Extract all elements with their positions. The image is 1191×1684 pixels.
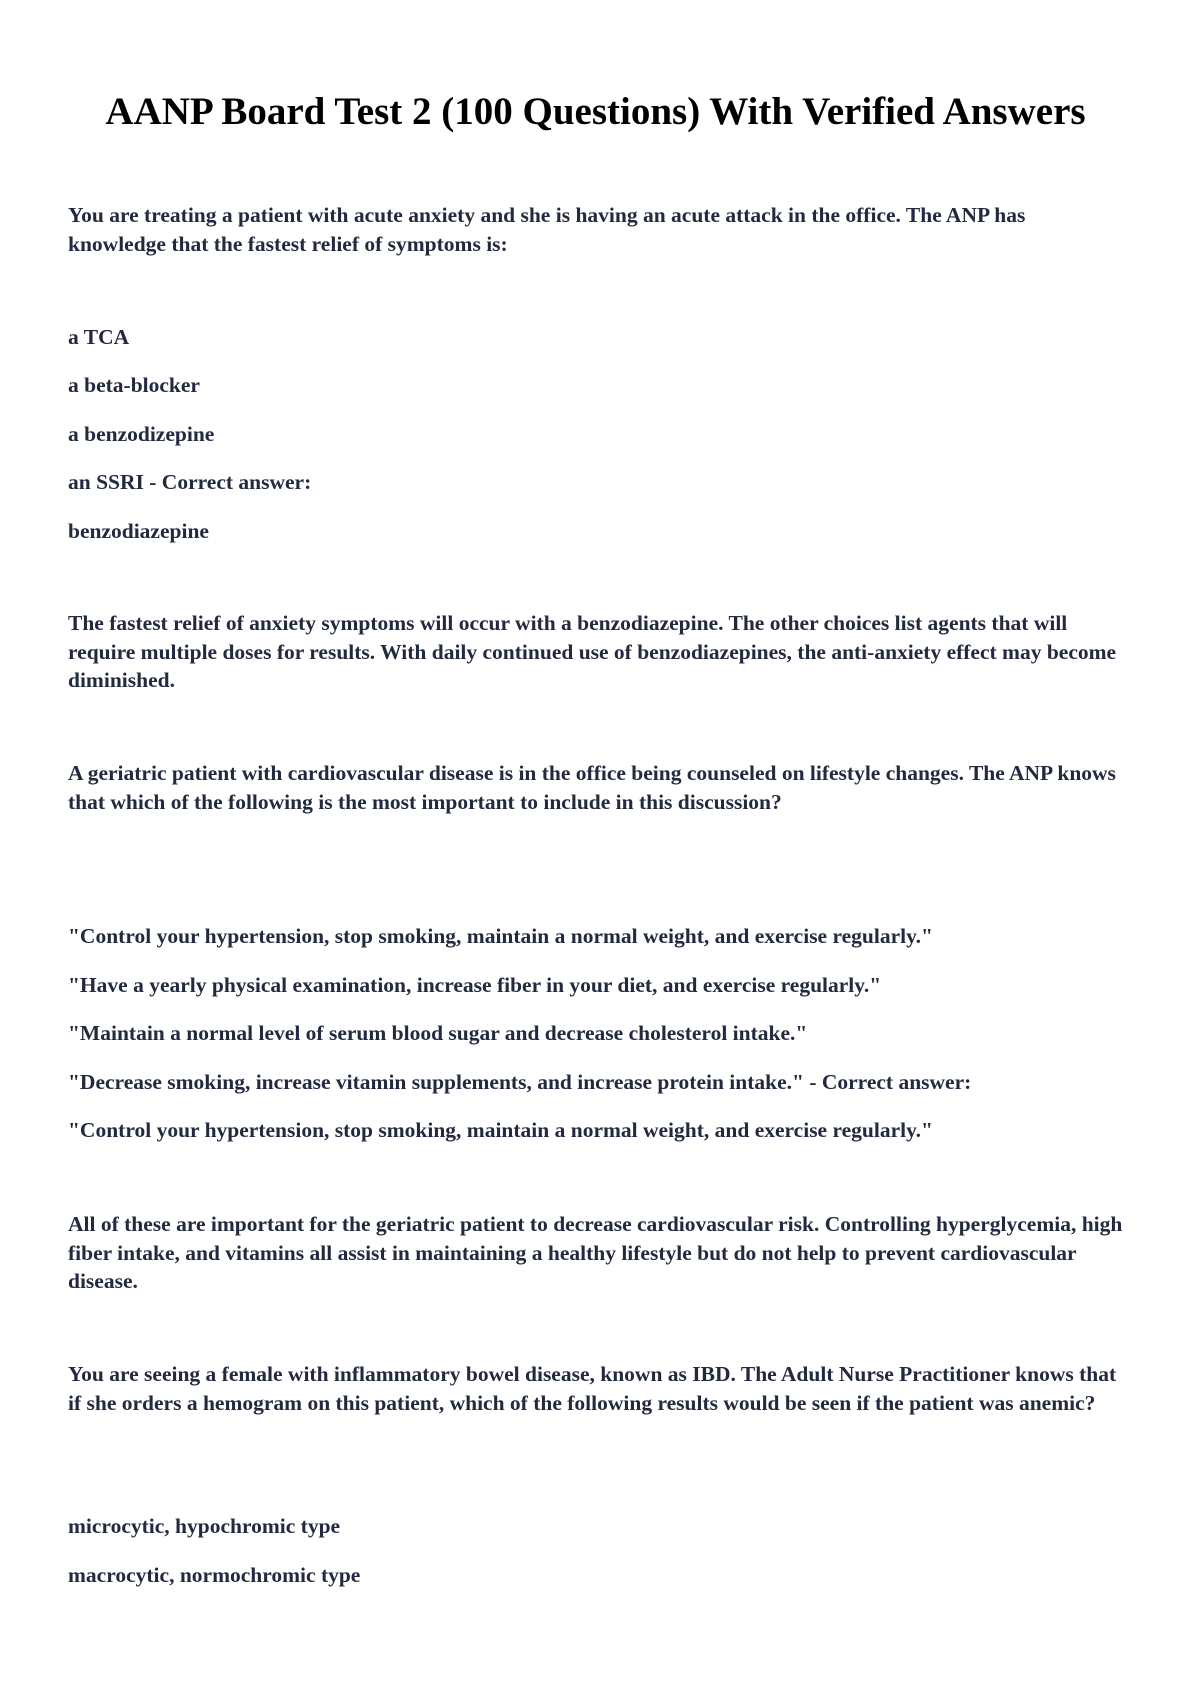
question-2-option-b: "Have a yearly physical examination, increase fiber in your diet, and exercise regularly." bbox=[68, 973, 882, 997]
question-2-option-d: "Decrease smoking, increase vitamin supplements, and increase protein intake." - Correct answer: bbox=[68, 1070, 972, 1094]
document-title: AANP Board Test 2 (100 Questions) With Verified Answers bbox=[105, 90, 1086, 133]
question-1-option-d: an SSRI - Correct answer: bbox=[68, 470, 312, 494]
question-2-answer: "Control your hypertension, stop smoking, maintain a normal weight, and exercise regularly." bbox=[68, 1118, 933, 1142]
question-3-text: You are seeing a female with inflammatory bowel disease, known as IBD. The Adult Nurse Practitioner knows that if she orders a hemogram on this patient, which of the following results would be seen if the patient was anemic? bbox=[68, 1362, 1117, 1415]
question-2-text: A geriatric patient with cardiovascular disease is in the office being counseled on lifestyle changes. The ANP knows that which of the following is the most important to include in this discussion? bbox=[68, 761, 1116, 814]
question-1-text: You are treating a patient with acute anxiety and she is having an acute attack in the office. The ANP has knowledge that the fastest relief of symptoms is: bbox=[68, 203, 1026, 256]
question-3-option-b: macrocytic, normochromic type bbox=[68, 1563, 361, 1587]
question-1-explanation: The fastest relief of anxiety symptoms will occur with a benzodiazepine. The other choices list agents that will require multiple doses for results. With daily continued use of benzodiazepines, the anti-anxiety effect may become diminished. bbox=[68, 611, 1117, 692]
question-2-explanation: All of these are important for the geriatric patient to decrease cardiovascular risk. Controlling hyperglycemia, high fiber intake, and vitamins all assist in maintaining a healthy lifestyle but do not help to prevent cardiovascular disease. bbox=[68, 1212, 1123, 1293]
question-1-option-a: a TCA bbox=[68, 325, 130, 349]
question-2-option-c: "Maintain a normal level of serum blood sugar and decrease cholesterol intake." bbox=[68, 1021, 808, 1045]
question-3-option-a: microcytic, hypochromic type bbox=[68, 1514, 341, 1538]
question-1-option-c: a benzodizepine bbox=[68, 422, 215, 446]
question-1-option-b: a beta-blocker bbox=[68, 373, 200, 397]
question-1-answer: benzodiazepine bbox=[68, 519, 209, 543]
question-2-option-a: "Control your hypertension, stop smoking, maintain a normal weight, and exercise regularly." bbox=[68, 924, 933, 948]
